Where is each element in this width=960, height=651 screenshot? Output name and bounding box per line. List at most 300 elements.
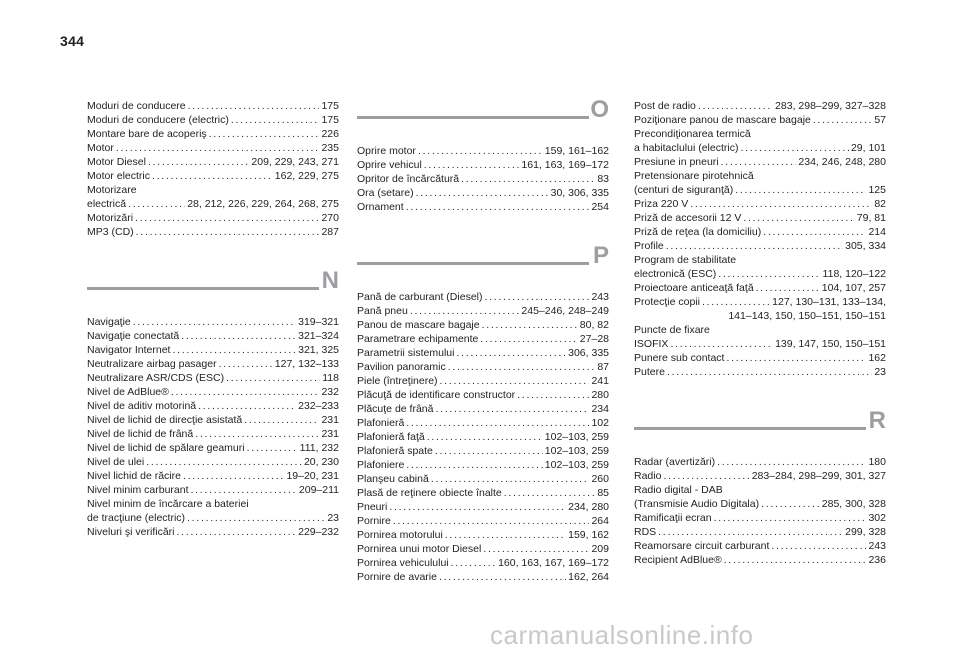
index-entry-label: Ramificaţii ecran <box>634 512 712 524</box>
leader-dots <box>726 351 866 365</box>
index-entry-label: Post de radio <box>634 100 696 112</box>
index-entry-label: electrică <box>87 198 127 210</box>
leader-dots <box>435 444 543 458</box>
index-entry-label: Ora (setare) <box>357 187 414 199</box>
leader-dots <box>756 281 820 295</box>
index-entry <box>357 416 609 430</box>
index-entry-pages: 85 <box>597 487 609 499</box>
index-entry-pages: 254 <box>591 201 609 213</box>
index-entry-pages: 102–103, 259 <box>544 431 609 443</box>
index-entry-label: Nivel minim carburant <box>87 484 189 496</box>
index-entry-label: Nivel de lichid de frână <box>87 428 194 440</box>
index-entry <box>357 186 609 200</box>
index-column-3 <box>634 99 886 567</box>
index-entry-pages: 180 <box>868 456 886 468</box>
index-entry-label: Piele (întreţinere) <box>357 375 438 387</box>
index-entry <box>634 365 886 379</box>
index-entry <box>87 441 339 455</box>
leader-dots <box>226 371 320 385</box>
index-entry <box>357 430 609 444</box>
index-entry <box>634 497 886 511</box>
index-entry <box>357 158 609 172</box>
index-entry-label: Priză de accesorii 12 V <box>634 212 742 224</box>
index-entry-label: Pornirea vehiculului <box>357 557 449 569</box>
index-entry <box>634 267 886 281</box>
index-group-r-2 <box>634 511 886 567</box>
index-entry <box>634 141 886 155</box>
index-entry <box>634 239 886 253</box>
index-entry-pages: 232 <box>321 386 339 398</box>
leader-dots <box>172 343 296 357</box>
index-entry <box>357 556 609 570</box>
leader-dots <box>743 211 854 225</box>
index-entry-pages: 23 <box>874 366 886 378</box>
index-entry-label: Ornament <box>357 201 404 213</box>
index-entry-pages: 260 <box>591 473 609 485</box>
index-entry-label: Motor Diesel <box>87 156 146 168</box>
index-group-n-2 <box>87 525 339 539</box>
index-entry-heading: Nivel minim de încărcare a bateriei <box>87 498 249 510</box>
index-entry-label: (centuri de siguranţă) <box>634 184 734 196</box>
index-entry-label: Navigaţie <box>87 316 131 328</box>
index-entry <box>87 413 339 427</box>
index-entry <box>87 141 339 155</box>
index-entry-label: Montare bare de acoperiş <box>87 128 207 140</box>
index-entry-label: Opritor de încărcătură <box>357 173 460 185</box>
index-entry <box>87 455 339 469</box>
index-entry-pages: 234, 246, 248, 280 <box>798 156 886 168</box>
index-entry <box>634 525 886 539</box>
index-entry-label: Planşeu cabină <box>357 473 429 485</box>
index-entry <box>357 388 609 402</box>
leader-dots <box>504 486 596 500</box>
index-group-p-cont <box>634 99 886 127</box>
index-entry-label: Plăcuţă de identificare constructor <box>357 389 516 401</box>
index-entry-heading: Motorizare <box>87 184 137 196</box>
index-entry-label: Oprire motor <box>357 145 416 157</box>
index-entry-label: de tracţiune (electric) <box>87 512 186 524</box>
index-entry <box>87 169 339 183</box>
leader-dots <box>663 469 749 483</box>
index-entry-pages: 214 <box>868 226 886 238</box>
index-entry <box>634 99 886 113</box>
leader-dots <box>666 239 843 253</box>
index-entry-pages: 159, 161–162 <box>544 145 609 157</box>
index-group-p-4 <box>634 281 886 309</box>
index-entry-pages: 231 <box>321 428 339 440</box>
index-entry-label: ISOFIX <box>634 338 669 350</box>
index-entry-pages: 241 <box>591 375 609 387</box>
leader-dots <box>188 99 320 113</box>
index-entry-label: Niveluri şi verificări <box>87 526 175 538</box>
index-entry-label: electronică (ESC) <box>634 268 717 280</box>
index-entry-label: Pornire <box>357 515 391 527</box>
index-group-n <box>87 315 339 497</box>
index-entry-pages: 235 <box>321 142 339 154</box>
watermark: carmanualsonline.info <box>490 620 754 650</box>
index-entry <box>634 155 886 169</box>
index-entry-pages: 243 <box>591 291 609 303</box>
index-entry-pages: 305, 334 <box>845 240 886 252</box>
section-letter: O <box>590 96 609 123</box>
section-divider <box>634 427 866 430</box>
index-entry-label: Plafonieră <box>357 417 405 429</box>
index-entry-label: Pană pneu <box>357 305 408 317</box>
index-entry-pages: 209 <box>591 543 609 555</box>
index-entry <box>634 295 886 309</box>
section-header-n <box>87 265 339 315</box>
index-entry-label: Plafonieră faţă <box>357 431 425 443</box>
index-entry-pages: 229–232 <box>298 526 339 538</box>
leader-dots <box>406 458 542 472</box>
index-entry-pages: 234, 280 <box>568 501 609 513</box>
index-entry-label: Protecţie copii <box>634 296 700 308</box>
index-entry <box>357 528 609 542</box>
index-entry-pages: 118 <box>322 372 339 384</box>
index-entry-label: Nivel de AdBlue® <box>87 386 169 398</box>
index-entry <box>357 444 609 458</box>
index-entry <box>87 197 339 211</box>
index-entry-pages: 82 <box>874 198 886 210</box>
index-entry-pages: 209–211 <box>298 484 339 496</box>
leader-dots <box>698 99 773 113</box>
index-entry-label: Radio <box>634 470 662 482</box>
index-entry <box>87 329 339 343</box>
leader-dots <box>424 158 520 172</box>
section-letter: P <box>592 242 609 269</box>
index-column-1 <box>87 99 339 539</box>
section-divider <box>87 287 319 290</box>
index-entry <box>634 469 886 483</box>
index-entry <box>87 315 339 329</box>
index-entry <box>634 351 886 365</box>
index-entry <box>87 525 339 539</box>
index-entry-label: Presiune in pneuri <box>634 156 719 168</box>
index-entry-pages: 127, 132–133 <box>274 358 339 370</box>
index-entry-pages: 118, 120–122 <box>822 268 886 280</box>
index-entry <box>634 337 886 351</box>
index-entry-pages: 319–321 <box>298 316 339 328</box>
index-entry <box>357 346 609 360</box>
index-group-r <box>634 455 886 483</box>
leader-dots <box>406 200 590 214</box>
index-entry-label: Priză de reţea (la domiciliu) <box>634 226 762 238</box>
index-entry-label: Nivel de lichid de direcţie asistată <box>87 414 243 426</box>
leader-dots <box>771 539 866 553</box>
index-group-o <box>357 144 609 214</box>
index-group-p-2 <box>634 155 886 169</box>
index-entry-label: Moduri de conducere (electric) <box>87 114 229 126</box>
leader-dots <box>427 430 543 444</box>
leader-dots <box>448 360 596 374</box>
index-entry-pages: 321, 325 <box>298 344 339 356</box>
index-entry <box>87 343 339 357</box>
index-entry <box>634 197 886 211</box>
index-entry-pages: 159, 162 <box>568 529 609 541</box>
index-entry <box>87 225 339 239</box>
index-entry-heading: Precondiţionarea termică <box>634 128 751 140</box>
index-entry-label: (Transmisie Audio Digitala) <box>634 498 760 510</box>
index-entry-label: Navigator Internet <box>87 344 171 356</box>
index-entry <box>634 113 886 127</box>
leader-dots <box>445 528 566 542</box>
index-entry <box>634 281 886 295</box>
leader-dots <box>389 500 566 514</box>
index-group-m-2 <box>87 211 339 239</box>
index-entry-pages: 102 <box>591 417 609 429</box>
index-entry-label: Priza 220 V <box>634 198 689 210</box>
index-entry <box>634 183 886 197</box>
index-entry <box>357 472 609 486</box>
leader-dots <box>439 570 566 584</box>
index-entry-label: Parametrii sistemului <box>357 347 455 359</box>
index-entry-pages: 306, 335 <box>568 347 609 359</box>
leader-dots <box>451 556 496 570</box>
index-entry-pages: 162, 229, 275 <box>274 170 339 182</box>
index-entry-pages: 232–233 <box>298 400 339 412</box>
leader-dots <box>483 542 589 556</box>
index-entry <box>634 539 886 553</box>
index-entry-label: Nivel lichid de răcire <box>87 470 181 482</box>
index-entry-pages: 30, 306, 335 <box>550 187 609 199</box>
leader-dots <box>714 511 867 525</box>
index-entry <box>87 399 339 413</box>
index-entry <box>357 500 609 514</box>
leader-dots <box>667 365 872 379</box>
index-entry <box>87 357 339 371</box>
leader-dots <box>416 186 549 200</box>
index-entry-pages: 321–324 <box>298 330 339 342</box>
index-entry-pages: 270 <box>321 212 339 224</box>
index-entry-pages: 175 <box>321 100 339 112</box>
index-entry-pages: 28, 212, 226, 229, 264, 268, 275 <box>187 198 339 210</box>
leader-dots <box>721 155 797 169</box>
index-entry-pages: 102–103, 259 <box>544 445 609 457</box>
index-entry-label: Punere sub contact <box>634 352 725 364</box>
index-entry-pages: 243 <box>868 540 886 552</box>
leader-dots <box>244 413 319 427</box>
index-group-p <box>357 290 609 584</box>
index-entry <box>357 318 609 332</box>
leader-dots <box>406 416 589 430</box>
leader-dots <box>456 346 566 360</box>
index-entry-pages: 20, 230 <box>303 456 339 468</box>
index-entry-pages: 231 <box>321 414 339 426</box>
index-entry-pages: 280 <box>591 389 609 401</box>
leader-dots <box>152 169 273 183</box>
leader-dots <box>231 113 320 127</box>
index-entry <box>87 483 339 497</box>
index-entry-label: Profile <box>634 240 664 252</box>
index-entry-pages: 79, 81 <box>856 212 886 224</box>
leader-dots <box>435 402 589 416</box>
leader-dots <box>219 357 273 371</box>
leader-dots <box>393 514 590 528</box>
index-entry-label: Panou de mascare bagaje <box>357 319 480 331</box>
index-entry-label: Pornirea unui motor Diesel <box>357 543 482 555</box>
index-entry-pages: 19–20, 231 <box>286 470 339 482</box>
index-entry-pages: 87 <box>597 361 609 373</box>
page-number: 344 <box>60 33 85 49</box>
index-entry-pages: 283, 298–299, 327–328 <box>775 100 886 112</box>
index-entry-pages: 139, 147, 150, 150–151 <box>775 338 886 350</box>
leader-dots <box>431 472 590 486</box>
index-column-2 <box>357 94 609 584</box>
leader-dots <box>461 172 595 186</box>
index-entry <box>87 211 339 225</box>
index-entry-pages: 162 <box>868 352 886 364</box>
index-entry <box>87 469 339 483</box>
index-entry-label: Oprire vehicul <box>357 159 422 171</box>
index-entry <box>634 553 886 567</box>
leader-dots <box>418 144 543 158</box>
leader-dots <box>724 553 867 567</box>
index-entry-pages: 83 <box>597 173 609 185</box>
index-entry-pages: 236 <box>868 554 886 566</box>
index-entry <box>357 542 609 556</box>
index-entry-pages: 287 <box>321 226 339 238</box>
index-entry-label: RDS <box>634 526 657 538</box>
index-entry-pages: 111, 232 <box>299 442 339 454</box>
index-entry-label: Navigaţie conectată <box>87 330 180 342</box>
section-header-p <box>357 240 609 290</box>
index-entry-heading: Puncte de fixare <box>634 324 710 336</box>
index-entry <box>634 455 886 469</box>
leader-dots <box>177 525 297 539</box>
leader-dots <box>183 469 284 483</box>
index-entry-label: Moduri de conducere <box>87 100 186 112</box>
index-entry <box>357 514 609 528</box>
index-entry-pages: 127, 130–131, 133–134, <box>772 296 886 308</box>
leader-dots <box>181 329 296 343</box>
index-entry-label: a habitaclului (electric) <box>634 142 739 154</box>
index-entry-heading: Program de stabilitate <box>634 254 737 266</box>
leader-dots <box>195 427 319 441</box>
index-entry-pages: 283–284, 298–299, 301, 327 <box>751 470 886 482</box>
index-entry-label: Nivel de aditiv motorină <box>87 400 197 412</box>
index-entry <box>634 225 886 239</box>
index-entry-pages: 104, 107, 257 <box>821 282 886 294</box>
index-entry-label: Poziţionare panou de mascare bagaje <box>634 114 811 126</box>
index-group-p-3 <box>634 197 886 253</box>
index-entry <box>87 385 339 399</box>
index-entry <box>357 486 609 500</box>
leader-dots <box>148 155 249 169</box>
index-entry-label: Proiectoare anticeaţă faţă <box>634 282 754 294</box>
section-letter: R <box>868 407 886 434</box>
section-header-r <box>634 405 886 455</box>
index-entry-pages: 175 <box>321 114 339 126</box>
section-letter: N <box>321 267 339 294</box>
index-entry-pages: 125 <box>868 184 886 196</box>
index-entry <box>87 371 339 385</box>
leader-dots <box>813 113 872 127</box>
section-divider <box>357 116 589 119</box>
section-header-o <box>357 94 609 144</box>
index-entry-pages: 209, 229, 243, 271 <box>251 156 339 168</box>
index-entry <box>357 458 609 472</box>
index-entry-label: Pornirea motorului <box>357 529 443 541</box>
index-entry <box>357 332 609 346</box>
leader-dots <box>410 304 520 318</box>
index-entry-label: Motor <box>87 142 114 154</box>
index-entry-pages: 57 <box>874 114 886 126</box>
index-entry-label: Nivel de lichid de spălare geamuri <box>87 442 245 454</box>
leader-dots <box>171 385 320 399</box>
index-entry-label: Neutralizare airbag pasager <box>87 358 217 370</box>
index-entry <box>357 402 609 416</box>
leader-dots <box>247 441 298 455</box>
leader-dots <box>763 225 866 239</box>
leader-dots <box>690 197 872 211</box>
leader-dots <box>135 211 319 225</box>
index-entry-label: Putere <box>634 366 665 378</box>
leader-dots <box>136 225 320 239</box>
index-entry <box>87 99 339 113</box>
index-entry <box>634 211 886 225</box>
index-entry-heading: Pretensionare pirotehnică <box>634 170 754 182</box>
index-entry-label: Pneuri <box>357 501 388 513</box>
index-entry-pages: 302 <box>868 512 886 524</box>
index-entry <box>357 200 609 214</box>
index-entry <box>357 290 609 304</box>
index-entry-pages: 160, 163, 167, 169–172 <box>498 557 609 569</box>
index-entry-label: Neutralizare ASR/CDS (ESC) <box>87 372 225 384</box>
index-entry <box>87 427 339 441</box>
leader-dots <box>658 525 843 539</box>
index-entry <box>87 113 339 127</box>
index-entry <box>357 144 609 158</box>
index-entry <box>357 304 609 318</box>
index-entry-label: MP3 (CD) <box>87 226 134 238</box>
leader-dots <box>146 455 302 469</box>
index-entry-pages: 162, 264 <box>568 571 609 583</box>
leader-dots <box>482 318 578 332</box>
index-entry-pages: 234 <box>591 403 609 415</box>
leader-dots <box>133 315 296 329</box>
index-entry <box>87 127 339 141</box>
section-divider <box>357 262 589 265</box>
index-entry <box>87 155 339 169</box>
leader-dots <box>209 127 320 141</box>
index-entry-label: Pană de carburant (Diesel) <box>357 291 483 303</box>
index-entry-label: Plăcuţe de frână <box>357 403 434 415</box>
index-entry-label: Plafonieră spate <box>357 445 433 457</box>
index-entry-label: Reamorsare circuit carburant <box>634 540 770 552</box>
index-entry-pages: 264 <box>591 515 609 527</box>
leader-dots <box>702 295 770 309</box>
index-entry-pages: 161, 163, 169–172 <box>521 159 609 171</box>
index-entry-label: Radar (avertizări) <box>634 456 716 468</box>
index-entry-label: Plasă de reţinere obiecte înalte <box>357 487 502 499</box>
index-entry-pages: 27–28 <box>579 333 609 345</box>
leader-dots <box>517 388 589 402</box>
leader-dots <box>191 483 297 497</box>
index-entry-label: Recipient AdBlue® <box>634 554 722 566</box>
index-entry-label: Motorizări <box>87 212 134 224</box>
index-entry-label: Nivel de ulei <box>87 456 145 468</box>
leader-dots <box>717 455 866 469</box>
index-entry-pages: 226 <box>321 128 339 140</box>
leader-dots <box>484 290 589 304</box>
leader-dots <box>116 141 320 155</box>
index-entry <box>87 511 339 525</box>
index-entry <box>357 360 609 374</box>
leader-dots <box>440 374 590 388</box>
index-entry-pages-continued: 141–143, 150, 150–151, 150–151 <box>728 310 886 322</box>
index-entry-pages: 245–246, 248–249 <box>521 305 609 317</box>
index-entry <box>357 570 609 584</box>
